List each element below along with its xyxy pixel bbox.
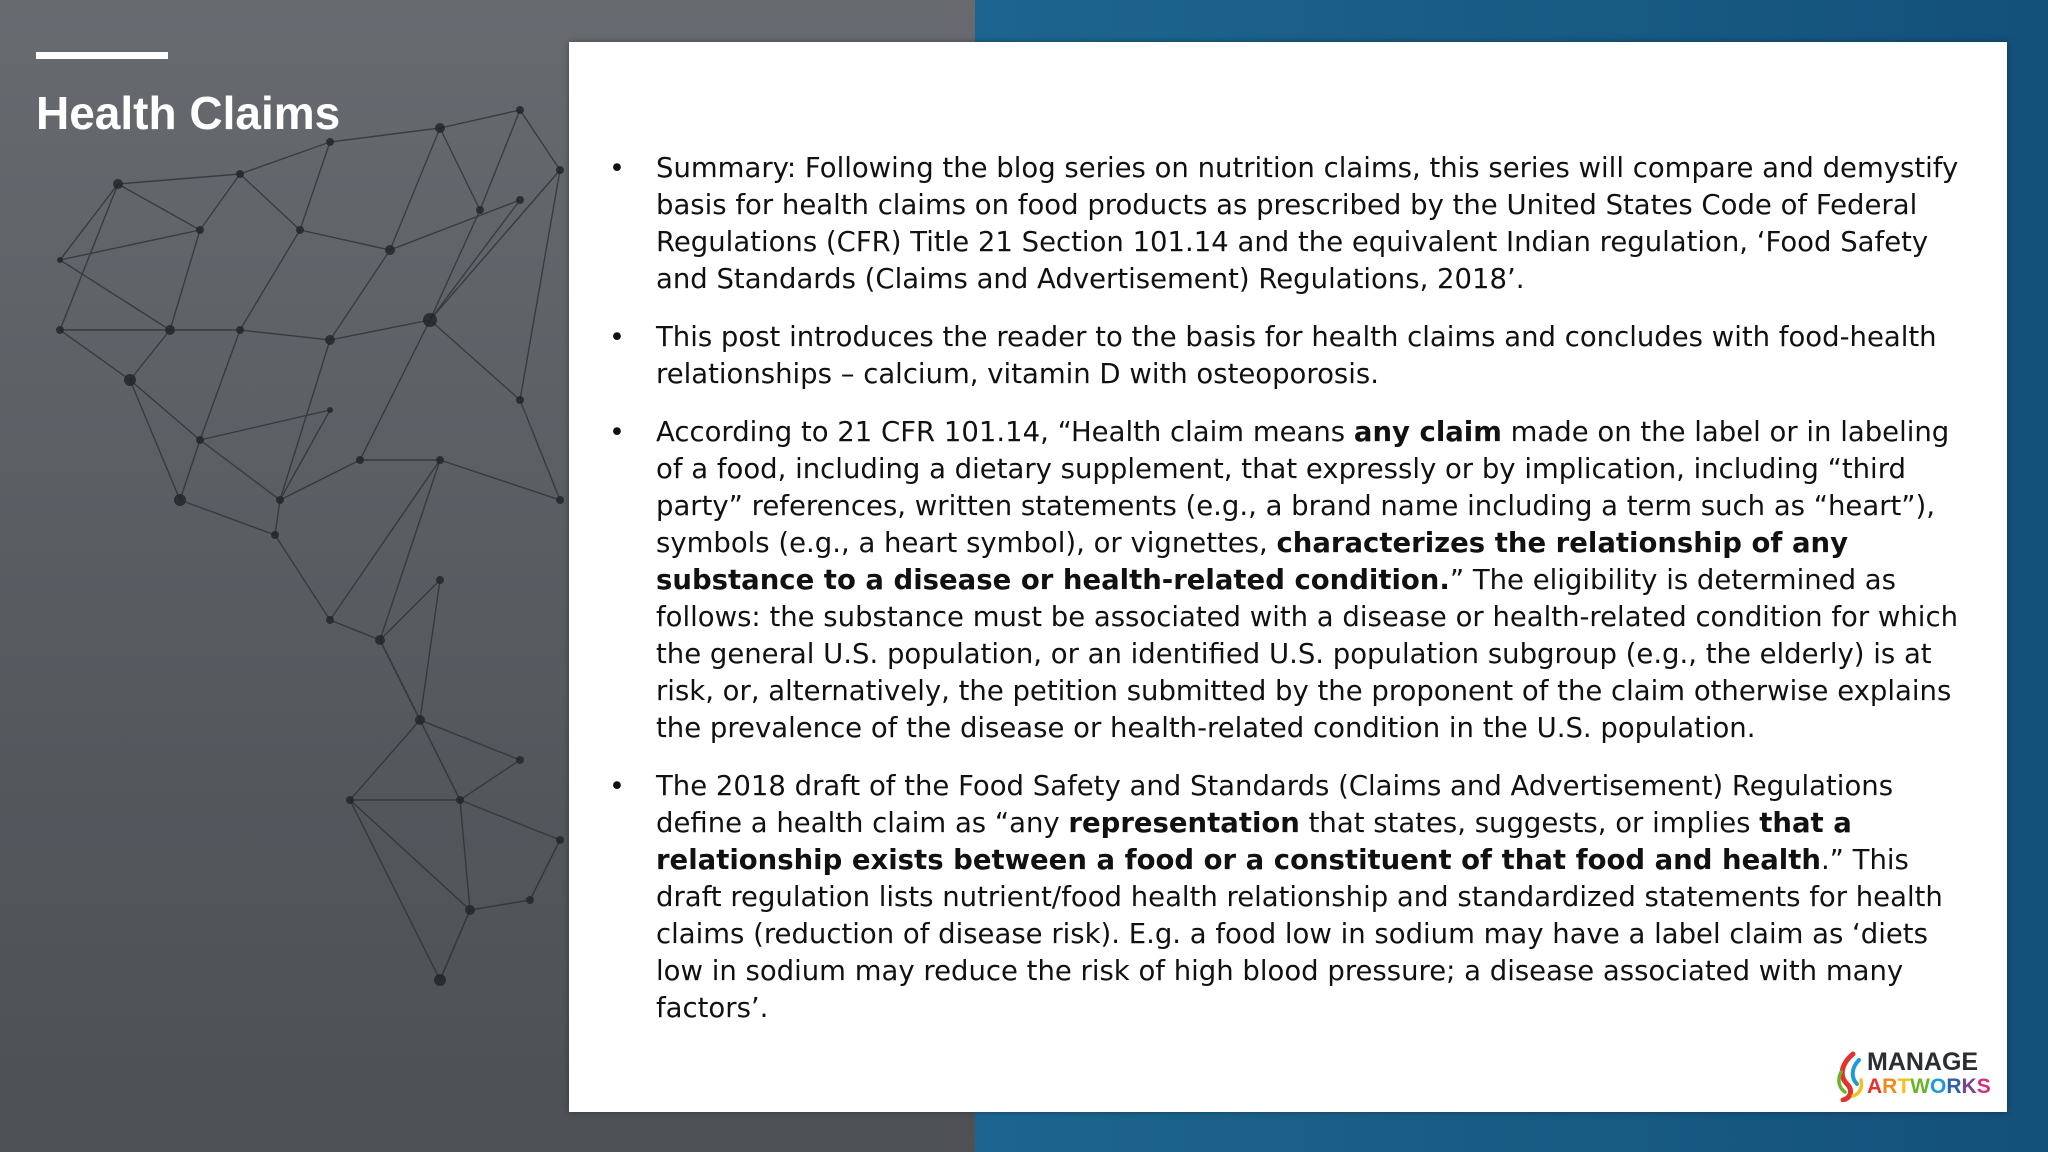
bullet-marker: • <box>609 322 625 353</box>
bullet-text: that states, suggests, or implies <box>1299 807 1760 839</box>
bullet-item <box>609 768 1979 1027</box>
bullet-text: According to 21 CFR 101.14, “Health claim means <box>656 416 1354 448</box>
logo-letter: S <box>1976 1075 1991 1098</box>
bullet-list <box>609 150 1979 1048</box>
logo-letter: K <box>1961 1075 1977 1098</box>
title-accent-bar <box>36 52 168 59</box>
bullet-text: This post introduces the reader to the basis for health claims and concludes with food-health relationships – calcium, vitamin D with osteoporosis. <box>656 321 1937 390</box>
bullet-text-bold: characterizes the relationship of any substance to a disease or health-related condition. <box>656 527 1849 596</box>
logo-letter: R <box>1882 1075 1898 1098</box>
bullet-marker: • <box>609 771 625 802</box>
world-network-decoration <box>0 80 600 1120</box>
bullet-text: .” This draft regulation lists nutrient/food health relationship and standardized statements for health claims (reduction of disease risk). E.g. a food low in sodium may have a label claim as ‘diets low in sodium may reduce the risk of high blood pressure; a disease associated with many factors’. <box>656 844 1943 1024</box>
logo-letter: R <box>1946 1075 1962 1098</box>
bullet-text-bold: representation <box>1068 807 1300 839</box>
content-panel <box>569 42 2007 1112</box>
logo-line-2 <box>1867 1075 1991 1099</box>
logo-line-1: MANAGE <box>1867 1048 1979 1076</box>
bullet-item <box>609 414 1979 747</box>
bullet-text: The 2018 draft of the Food Safety and Standards (Claims and Advertisement) Regulations define a health claim as “any <box>656 770 1894 839</box>
bullet-text: ” The eligibility is determined as follows: the substance must be associated with a disease or health-related condition for which the general U.S. population, or an identified U.S. population subgroup (e.g., the elderly) is at risk, or, alternatively, the petition submitted by the proponent of the claim otherwise explains the prevalence of the disease or health-related condition in the U.S. population. <box>656 564 1958 744</box>
bullet-item <box>609 150 1979 298</box>
logo-letter: W <box>1910 1075 1930 1098</box>
bullet-text-bold: that a relationship exists between a food or a constituent of that food and health <box>656 807 1852 876</box>
bullet-item <box>609 319 1979 393</box>
bullet-text-bold: any claim <box>1353 416 1502 448</box>
bullet-marker: • <box>609 417 625 448</box>
manage-artworks-logo <box>1833 1042 1993 1104</box>
slide-title: Health Claims <box>36 87 341 139</box>
logo-letter: A <box>1867 1075 1883 1098</box>
logo-swirl-icon <box>1833 1050 1869 1102</box>
bullet-text: made on the label or in labeling of a food, including a dietary supplement, that expressly or by implication, including “third party” references, written statements (e.g., a brand name including a term such as “heart”), symbols (e.g., a heart symbol), or vignettes, <box>656 416 1950 559</box>
logo-letter: O <box>1930 1075 1947 1098</box>
logo-letter: T <box>1897 1075 1911 1098</box>
bullet-marker: • <box>609 153 625 184</box>
bullet-text: Summary: Following the blog series on nutrition claims, this series will compare and demystify basis for health claims on food products as prescribed by the United States Code of Federal Regulations (CFR) Title 21 Section 101.14 and the equivalent Indian regulation, ‘Food Safety and Standards (Claims and Advertisement) Regulations, 2018’. <box>656 152 1959 295</box>
